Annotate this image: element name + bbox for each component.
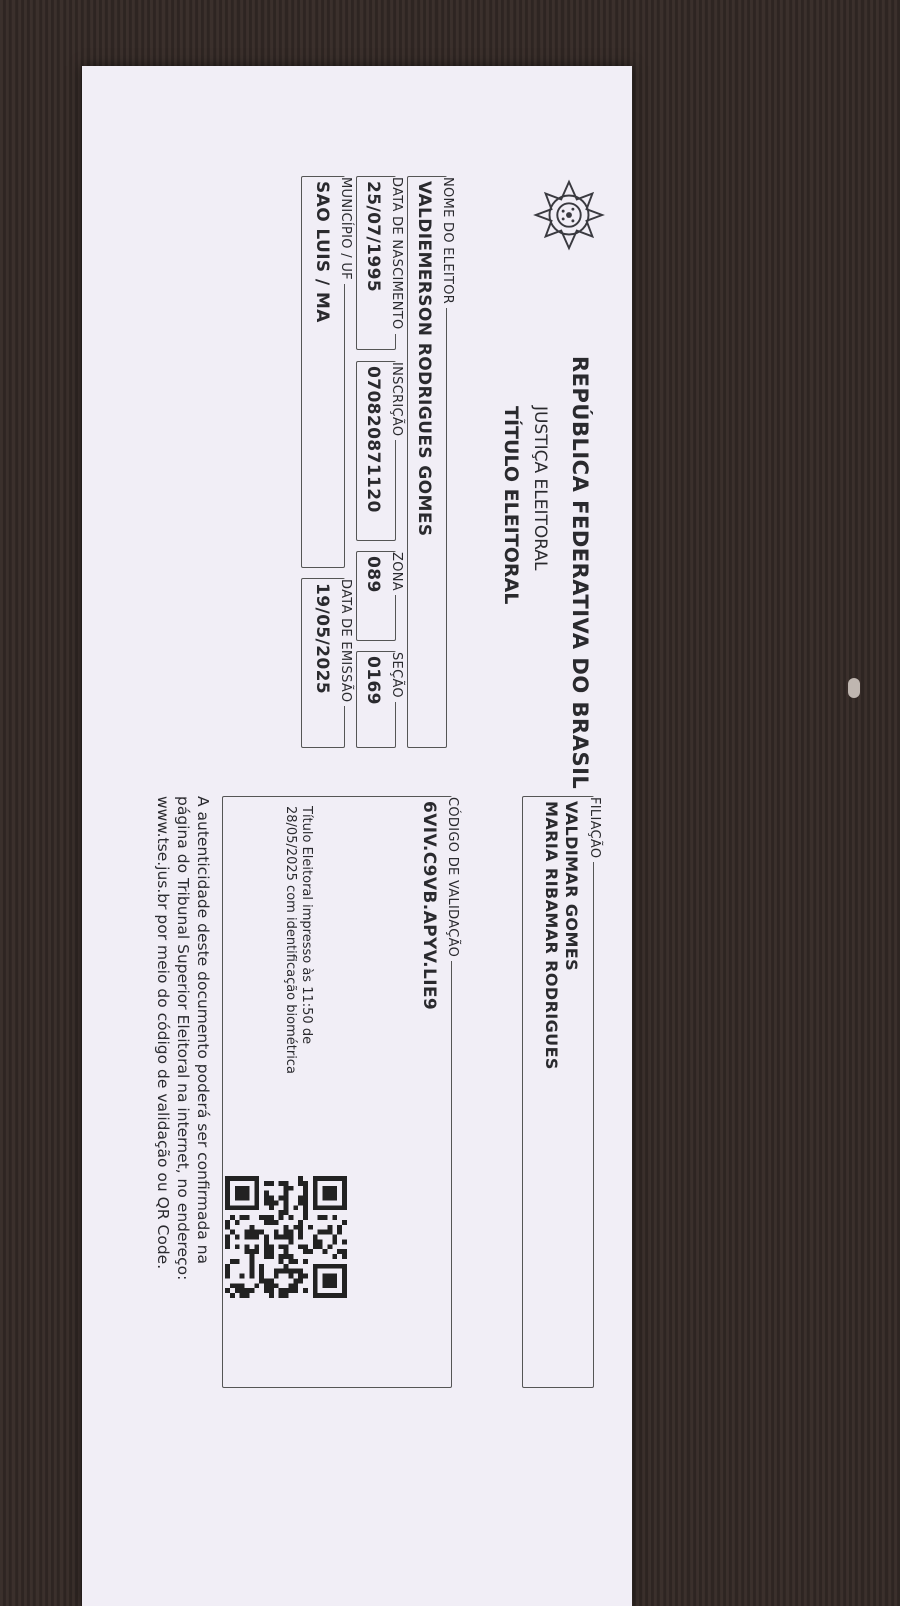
field-nascimento-label: DATA DE NASCIMENTO [389,177,404,334]
field-nome [407,176,455,748]
field-filiacao [522,796,602,1388]
field-nascimento-value: 25/07/1995 [363,181,383,293]
field-zona [356,551,404,641]
footer-line3: www.tse.jus.br por meio do código de validação ou QR Code. [154,796,172,1270]
field-nome-label: NOME DO ELEITOR [440,177,455,308]
filiacao-pai: VALDIMAR GOMES [562,801,581,972]
header-subtitle: JUSTIÇA ELEITORAL [530,406,550,571]
field-inscricao-label: INSCRIÇÃO [389,362,404,440]
field-zona-value: 089 [363,556,383,593]
validation-code: 6VIV.C9VB.APYV.LIE9 [419,801,439,1011]
header-title: REPÚBLICA FEDERATIVA DO BRASIL [568,356,592,790]
field-inscricao [356,361,404,541]
document-content [82,66,632,1606]
qr-code-icon [225,1176,347,1298]
field-validacao-label: CÓDIGO DE VALIDAÇÃO [445,797,460,961]
field-nome-value: VALDIEMERSON RODRIGUES GOMES [414,181,434,537]
field-emissao-value: 19/05/2025 [312,583,332,695]
print-note-line1: Título Eleitoral impresso às 11:50 de [299,806,314,1045]
field-municipio-value: SAO LUIS / MA [312,181,332,323]
field-municipio-label: MUNICÍPIO / UF [338,177,353,284]
footer-line2: página do Tribunal Superior Eleitoral na internet, no endereço: [174,796,192,1281]
voter-title-paper [82,66,632,1606]
field-emissao [301,578,353,748]
lint-speck [848,678,860,698]
field-secao-value: 0169 [363,656,383,705]
field-inscricao-value: 070820871120 [363,366,383,513]
header-document-title: TÍTULO ELEITORAL [500,406,522,605]
footer-line1: A autenticidade deste documento poderá ser confirmada na [194,796,212,1265]
filiacao-mae: MARIA RIBAMAR RODRIGUES [542,801,561,1070]
brazil-coat-of-arms-icon [530,176,608,254]
field-secao [356,651,404,748]
field-validacao [222,796,460,1388]
field-secao-label: SEÇÃO [389,652,404,702]
field-municipio [301,176,353,568]
print-note-line2: 28/05/2025 com identificação biométrica [283,806,298,1074]
field-nascimento [356,176,404,350]
field-zona-label: ZONA [389,552,404,595]
field-emissao-label: DATA DE EMISSÃO [338,579,353,706]
field-filiacao-label: FILIAÇÃO [587,797,602,862]
